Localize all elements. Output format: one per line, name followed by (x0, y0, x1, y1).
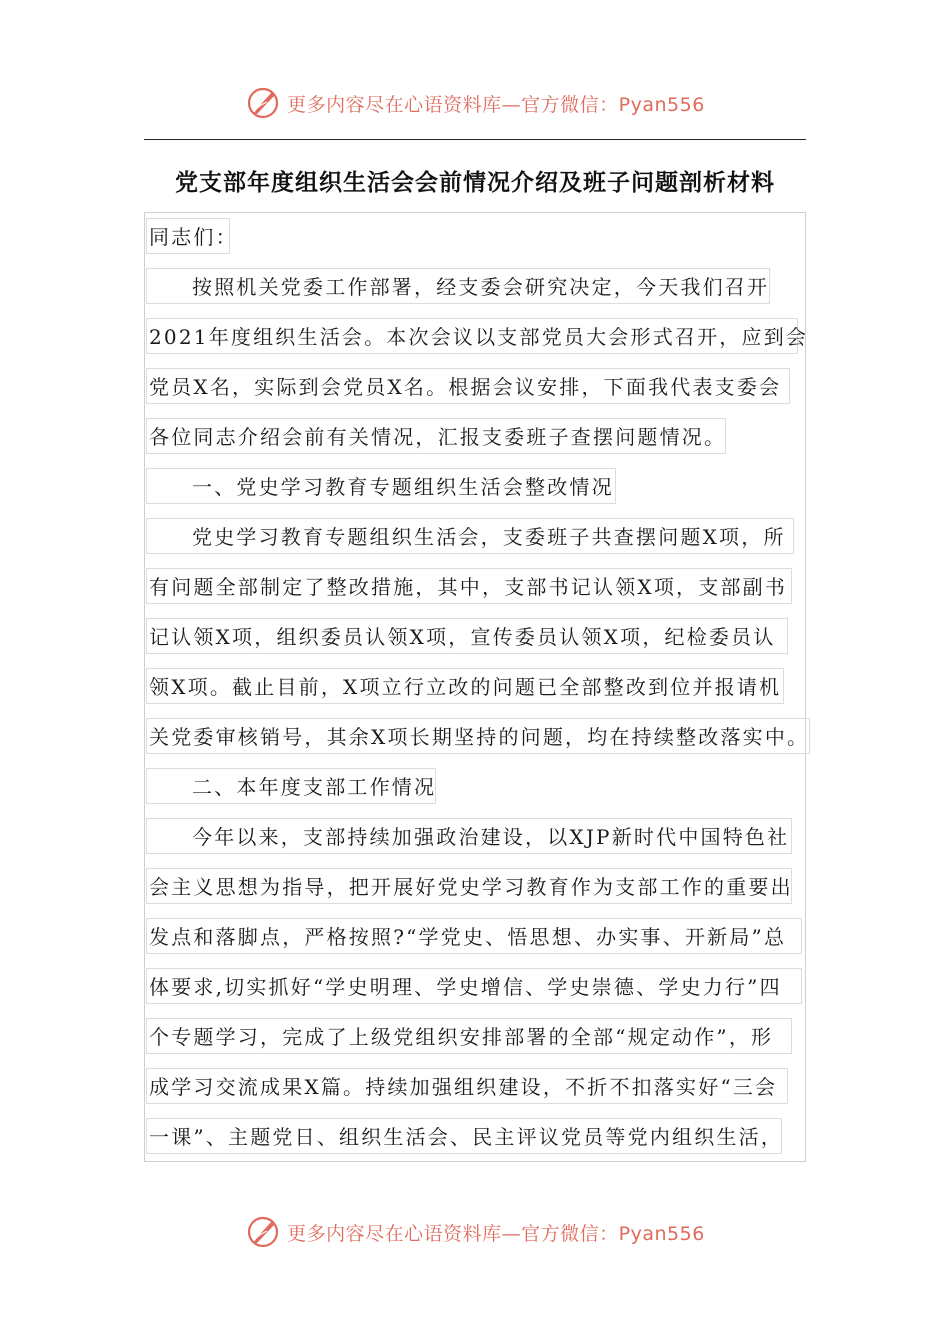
section-heading: 一、党史学习教育专题组织生活会整改情况 (146, 468, 616, 504)
text-line: 党史学习教育专题组织生活会，支委班子共查摆问题X项，所 (146, 518, 794, 554)
quill-logo-icon (245, 1214, 281, 1250)
text-line: 领X项。截止目前，X项立行立改的问题已全部整改到位并报请机 (146, 668, 784, 704)
footer-banner (0, 1212, 950, 1252)
header-banner (0, 83, 950, 123)
text-line: 有问题全部制定了整改措施，其中，支部书记认领X项，支部副书 (146, 568, 792, 604)
text-line: 各位同志介绍会前有关情况，汇报支委班子查摆问题情况。 (146, 418, 726, 454)
salutation: 同志们： (146, 218, 230, 254)
text-line: 关党委审核销号，其余X项长期坚持的问题，均在持续整改落实中。 (146, 718, 810, 754)
text-line: 记认领X项，组织委员认领X项，宣传委员认领X项，纪检委员认 (146, 618, 788, 654)
text-line: 个专题学习，完成了上级党组织安排部署的全部“规定动作”，形 (146, 1018, 792, 1054)
text-line: 2021年度组织生活会。本次会议以支部党员大会形式召开，应到会 (146, 318, 798, 354)
document-title: 党支部年度组织生活会会前情况介绍及班子问题剖析材料 (175, 169, 775, 196)
text-line: 党员X名，实际到会党员X名。根据会议安排，下面我代表支委会 (146, 368, 790, 404)
banner-text: 更多内容尽在心语资料库—官方微信：Pyan556 (287, 93, 705, 116)
text-line: 今年以来，支部持续加强政治建设，以XJP新时代中国特色社 (146, 818, 792, 854)
text-line: 发点和落脚点，严格按照?“学党史、悟思想、办实事、开新局”总 (146, 918, 802, 954)
text-line: 按照机关党委工作部署，经支委会研究决定，今天我们召开 (146, 268, 770, 304)
text-line: 一课”、主题党日、组织生活会、民主评议党员等党内组织生活， (146, 1118, 782, 1154)
text-line: 体要求,切实抓好“学史明理、学史增信、学史崇德、学史力行”四 (146, 968, 802, 1004)
quill-logo-icon (245, 85, 281, 121)
wechat-id: Pyan556 (618, 1222, 705, 1245)
text-line: 会主义思想为指导，把开展好党史学习教育作为支部工作的重要出 (146, 868, 792, 904)
wechat-id: Pyan556 (618, 93, 705, 116)
header-rule (144, 139, 806, 140)
banner-text: 更多内容尽在心语资料库—官方微信：Pyan556 (287, 1222, 705, 1245)
text-line: 成学习交流成果X篇。持续加强组织建设，不折不扣落实好“三会 (146, 1068, 788, 1104)
section-heading: 二、本年度支部工作情况 (146, 768, 436, 804)
